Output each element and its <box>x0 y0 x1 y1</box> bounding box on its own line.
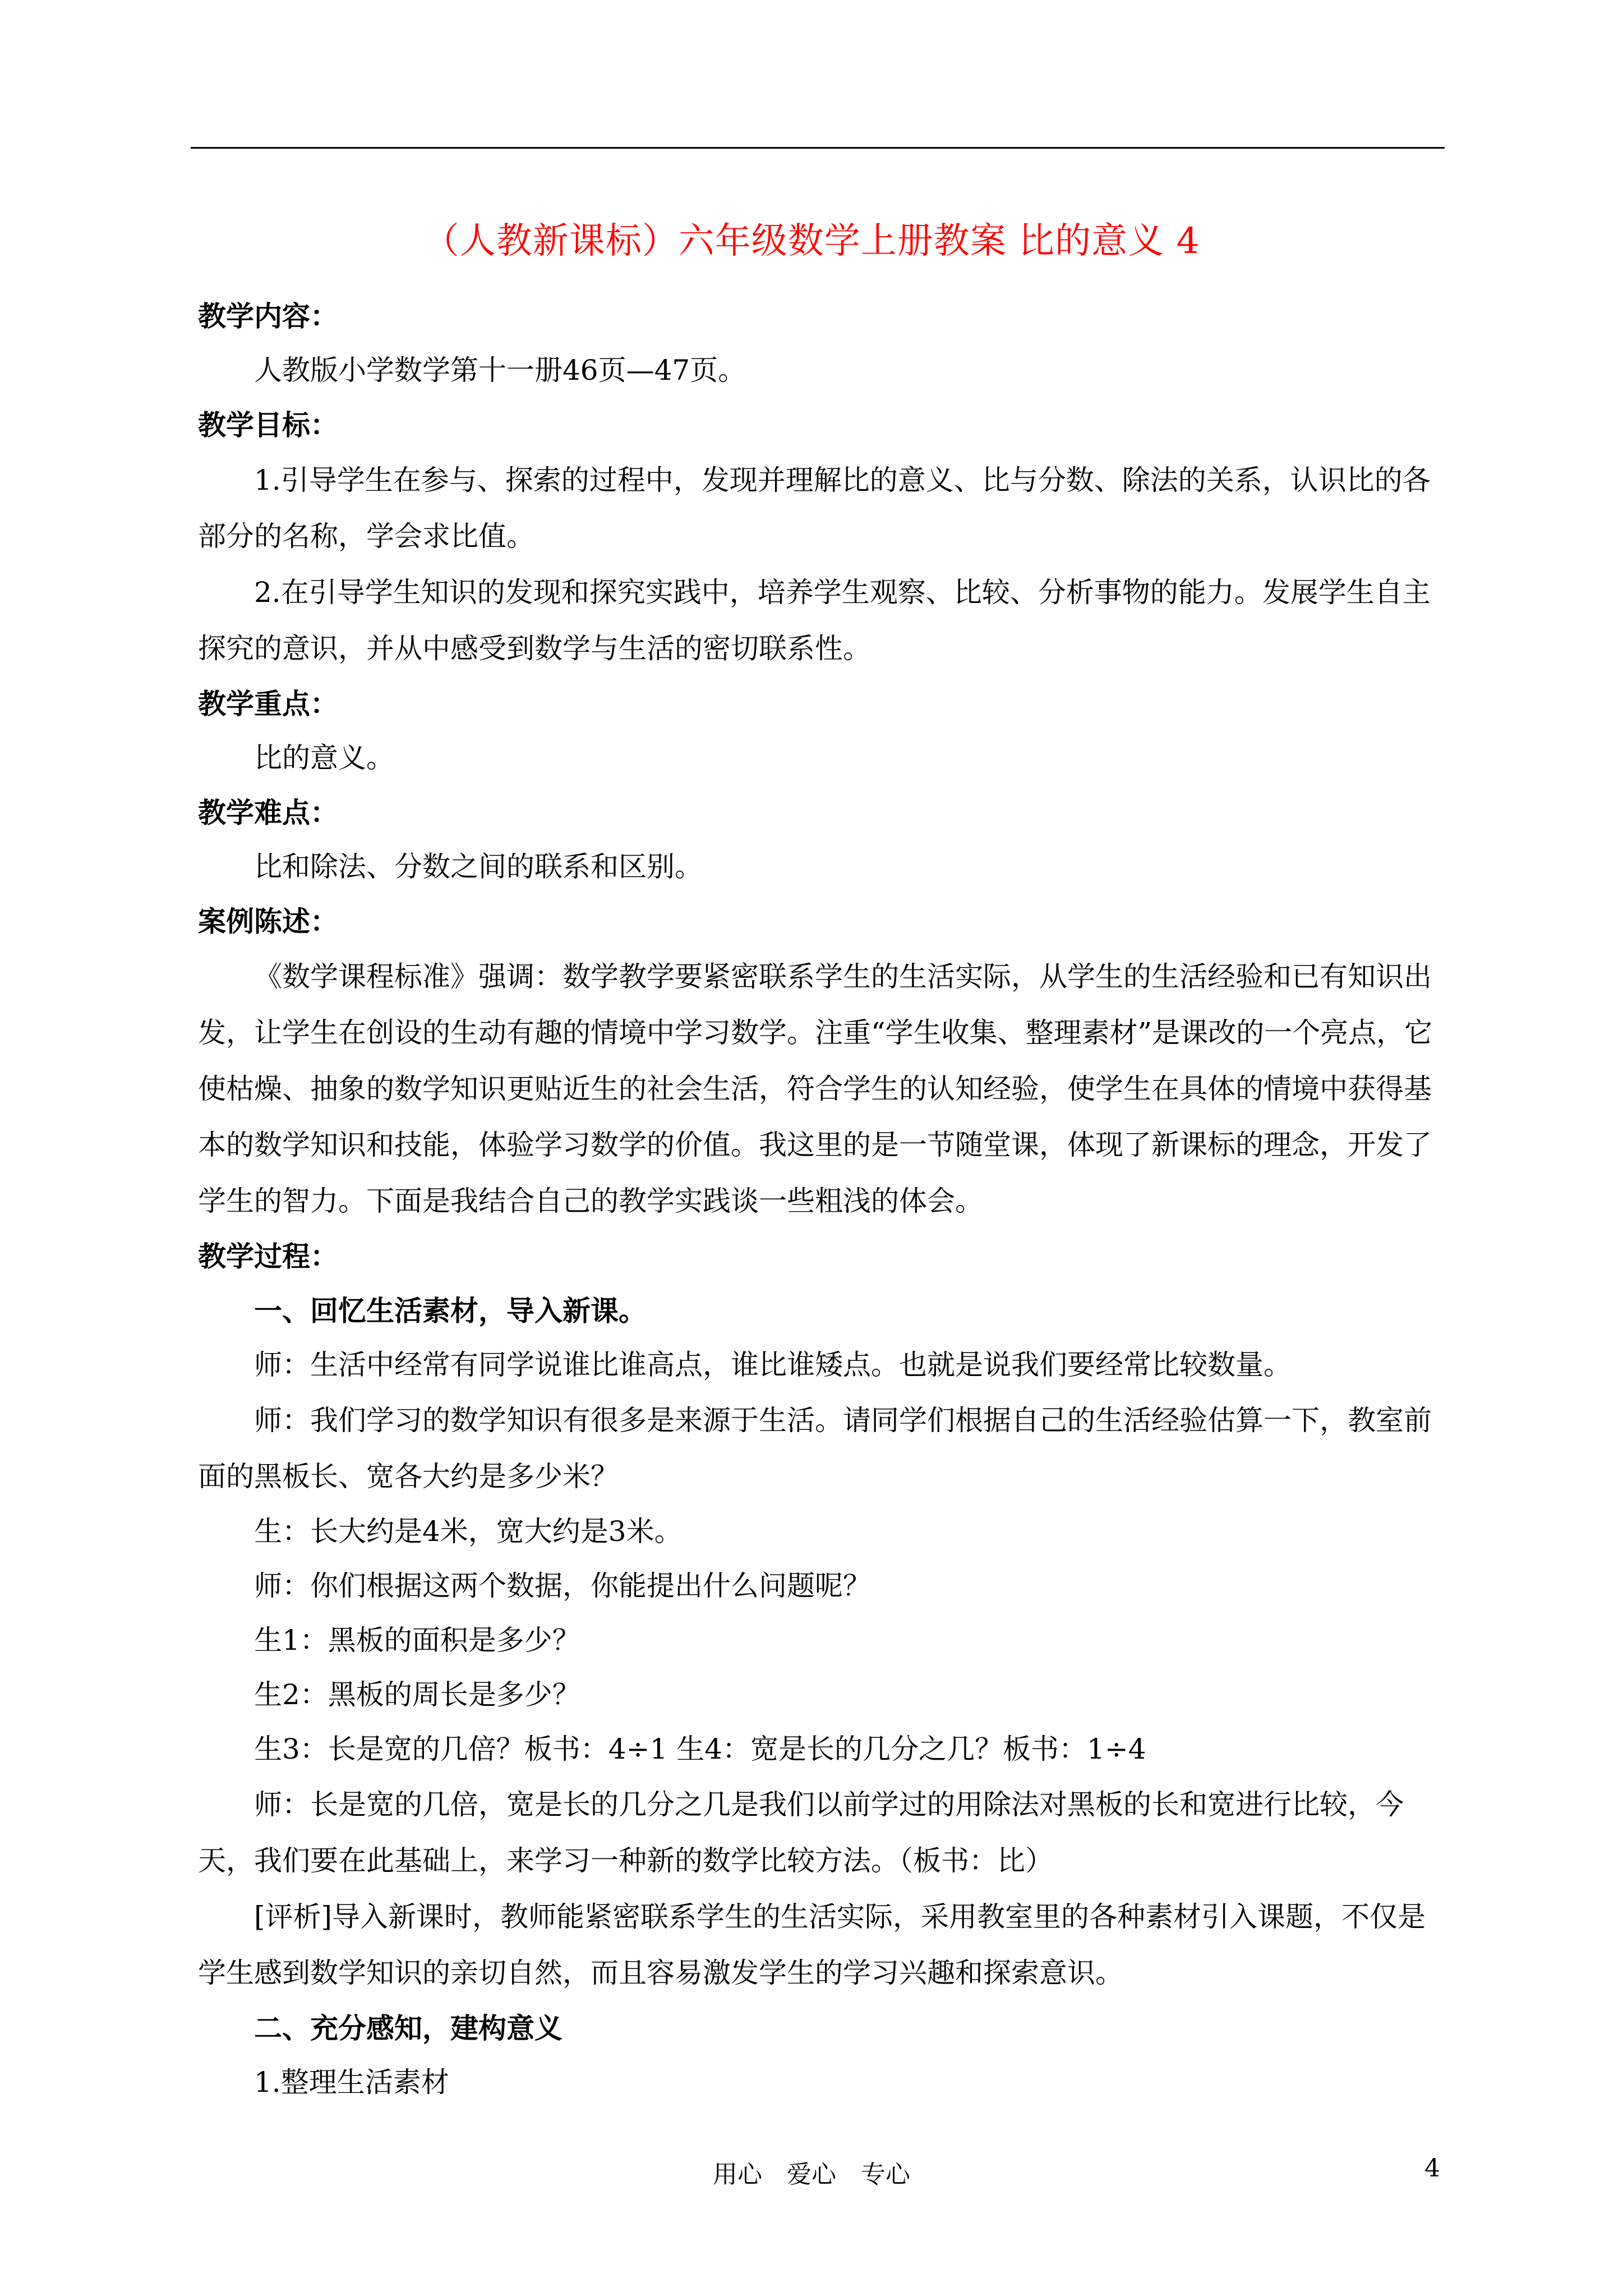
process-part2-line: 1.整理生活素材 <box>254 2066 449 2099</box>
section-heading-process: 教学过程： <box>198 1240 338 1273</box>
section-heading-difficulty: 教学难点： <box>198 796 338 829</box>
difficulty-text: 比和除法、分数之间的联系和区别。 <box>254 850 703 883</box>
document-body <box>198 289 1443 2110</box>
page-number: 4 <box>1424 2154 1440 2183</box>
dialogue-line: 生1：黑板的面积是多少？ <box>254 1624 580 1657</box>
dialogue-line: 师：你们根据这两个数据，你能提出什么问题呢？ <box>254 1570 871 1602</box>
process-part2-heading: 二、充分感知，建构意义 <box>254 2012 562 2045</box>
dialogue-line: 师：我们学习的数学知识有很多是来源于生活。请同学们根据自己的生活经验估算一下，教室前面的黑板长、宽各大约是多少米？ <box>198 1404 1432 1493</box>
goal-1: 1.引导学生在参与、探索的过程中，发现并理解比的意义、比与分数、除法的关系，认识比的各部分的名称，学会求比值。 <box>198 464 1431 553</box>
process-part1-heading: 一、回忆生活素材，导入新课。 <box>254 1294 647 1327</box>
section-heading-key-point: 教学重点： <box>198 687 338 720</box>
dialogue-line: 生2：黑板的周长是多少？ <box>254 1678 580 1711</box>
dialogue-line: 师：生活中经常有同学说谁比谁高点，谁比谁矮点。也就是说我们要经常比较数量。 <box>254 1349 1292 1381</box>
section-heading-goals: 教学目标： <box>198 408 338 441</box>
header-rule <box>191 147 1445 149</box>
footer-motto: 用心 爱心 专心 <box>713 2160 910 2189</box>
content-text: 人教版小学数学第十一册46页—47页。 <box>254 354 746 386</box>
document-title: （人教新课标）六年级数学上册教案 比的意义 4 <box>423 220 1200 262</box>
section-heading-case: 案例陈述： <box>198 905 338 938</box>
commentary: [评析]导入新课时，教师能紧密联系学生的生活实际，采用教室里的各种素材引入课题，不仅是学生感到数学知识的亲切自然，而且容易激发学生的学习兴趣和探索意识。 <box>198 1901 1426 1989</box>
goal-2: 2.在引导学生知识的发现和探究实践中，培养学生观察、比较、分析事物的能力。发展学生自主探究的意识，并从中感受到数学与生活的密切联系性。 <box>198 576 1431 665</box>
dialogue-line: 师：长是宽的几倍，宽是长的几分之几是我们以前学过的用除法对黑板的长和宽进行比较，今天，我们要在此基础上，来学习一种新的数学比较方法。（板书：比） <box>198 1788 1404 1877</box>
dialogue-line: 生3：长是宽的几倍？板书：4÷1 生4：宽是长的几分之几？板书：1÷4 <box>254 1733 1146 1765</box>
dialogue-line: 生：长大约是4米，宽大约是3米。 <box>254 1515 683 1548</box>
section-heading-content: 教学内容： <box>198 300 338 333</box>
key-point-text: 比的意义。 <box>254 742 394 774</box>
case-text: 《数学课程标准》强调：数学教学要紧密联系学生的生活实际，从学生的生活经验和已有知识出发，让学生在创设的生动有趣的情境中学习数学。注重“学生收集、整理素材”是课改的一个亮点，它使枯燥、抽象的数学知识更贴近生的社会生活，符合学生的认知经验，使学生在具体的情境中获得基本的数学知识和技能，体验学习数学的价值。我这里的是一节随堂课，体现了新课标的理念，开发了学生的智力。下面是我结合自己的教学实践谈一些粗浅的体会。 <box>198 960 1433 1217</box>
